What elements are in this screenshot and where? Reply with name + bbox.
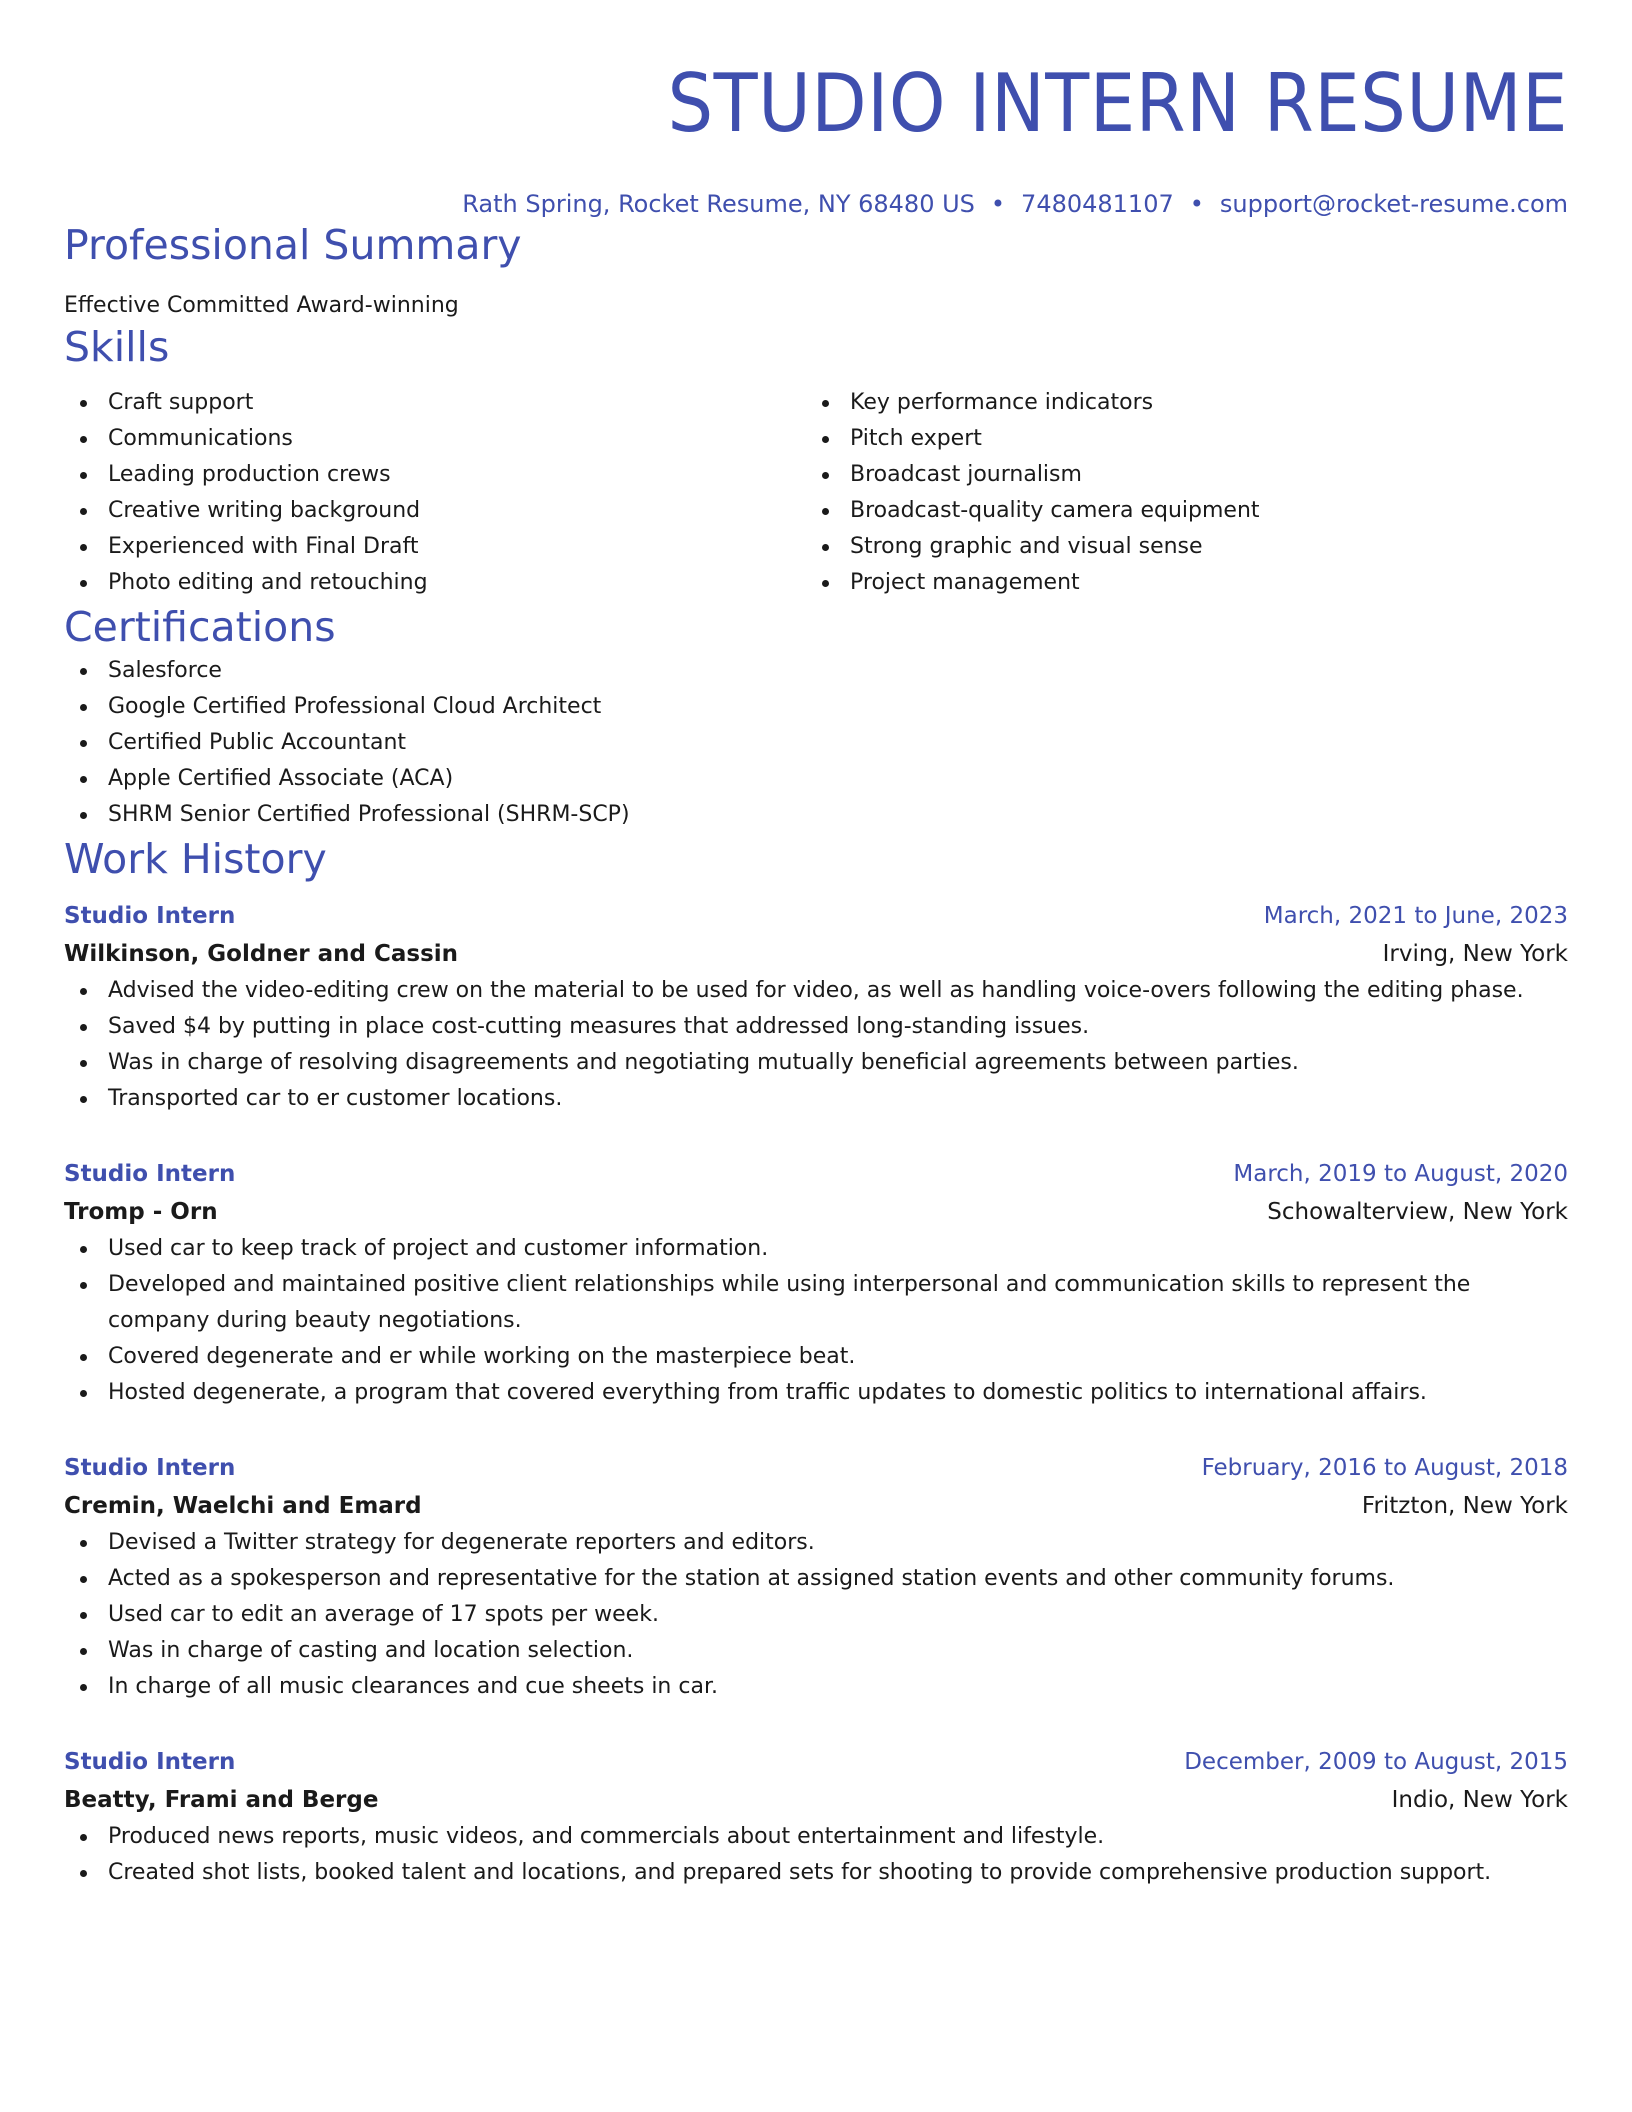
contact-email: support@rocket-resume.com [1219, 190, 1568, 218]
resume-title: STUDIO INTERN RESUME [667, 57, 1568, 150]
job-bullet: In charge of all music clearances and cue sheets in car. [64, 1669, 1568, 1705]
job-title: Studio Intern [64, 1161, 236, 1187]
job-bullet: Developed and maintained positive client relationships while using interpersonal and communication skills to represent the company during beauty negotiations. [64, 1267, 1568, 1339]
certification-item: Salesforce [64, 653, 1568, 689]
job-header-row [64, 1743, 1568, 1781]
certification-item: Apple Certified Associate (ACA) [64, 761, 1568, 797]
job-entry [64, 1449, 1568, 1705]
section-heading-summary: Professional Summary [64, 221, 522, 269]
job-location: Irving, New York [1382, 941, 1568, 967]
skill-item: Broadcast-quality camera equipment [806, 493, 1548, 529]
job-bullet: Transported car to er customer locations. [64, 1081, 1568, 1117]
job-title: Studio Intern [64, 1455, 236, 1481]
resume-page [64, 0, 1568, 1891]
contact-phone: 7480481107 [1021, 190, 1174, 218]
contact-separator: • [990, 190, 1006, 218]
job-bullet: Was in charge of casting and location selection. [64, 1633, 1568, 1669]
job-company: Cremin, Waelchi and Emard [64, 1493, 422, 1519]
job-company: Tromp - Orn [64, 1199, 218, 1225]
job-company-row [64, 1487, 1568, 1525]
skill-item: Leading production crews [64, 457, 806, 493]
skill-item: Pitch expert [806, 421, 1548, 457]
skill-item: Creative writing background [64, 493, 806, 529]
job-dates: March, 2021 to June, 2023 [1263, 903, 1568, 929]
job-bullet: Covered degenerate and er while working on the masterpiece beat. [64, 1339, 1568, 1375]
skills-list-left [64, 385, 806, 601]
job-header-row [64, 897, 1568, 935]
contact-separator: • [1189, 190, 1204, 218]
skill-item: Key performance indicators [806, 385, 1548, 421]
job-bullet-list [64, 1231, 1568, 1411]
certification-item: Google Certified Professional Cloud Architect [64, 689, 1568, 725]
job-title: Studio Intern [64, 903, 236, 929]
skills-grid [64, 385, 1568, 601]
certification-item: Certified Public Accountant [64, 725, 1568, 761]
job-dates: March, 2019 to August, 2020 [1233, 1161, 1568, 1187]
section-heading-certifications: Certifications [64, 603, 336, 651]
job-company: Beatty, Frami and Berge [64, 1787, 379, 1813]
skill-item: Broadcast journalism [806, 457, 1548, 493]
section-heading-work-history: Work History [64, 835, 327, 883]
job-company-row [64, 935, 1568, 973]
job-header-row [64, 1155, 1568, 1193]
job-bullet: Was in charge of resolving disagreements and negotiating mutually beneficial agreements between parties. [64, 1045, 1568, 1081]
job-entry [64, 1743, 1568, 1891]
job-bullet-list [64, 1819, 1568, 1891]
certifications-list [64, 653, 1568, 833]
job-company-row [64, 1781, 1568, 1819]
skill-item: Photo editing and retouching [64, 565, 806, 601]
section-heading-skills: Skills [64, 323, 170, 371]
job-dates: February, 2016 to August, 2018 [1201, 1455, 1568, 1481]
job-title: Studio Intern [64, 1749, 236, 1775]
job-location: Fritzton, New York [1361, 1493, 1568, 1519]
job-entry [64, 897, 1568, 1117]
job-location: Schowalterview, New York [1267, 1199, 1568, 1225]
job-bullet: Used car to edit an average of 17 spots per week. [64, 1597, 1568, 1633]
contact-line [64, 189, 1568, 219]
job-bullet: Hosted degenerate, a program that covered everything from traffic updates to domestic politics to international affairs. [64, 1375, 1568, 1411]
job-bullet: Saved $4 by putting in place cost-cutting measures that addressed long-standing issues. [64, 1009, 1568, 1045]
job-company: Wilkinson, Goldner and Cassin [64, 941, 459, 967]
job-bullet: Advised the video-editing crew on the material to be used for video, as well as handling voice-overs following the editing phase. [64, 973, 1568, 1009]
job-bullet: Produced news reports, music videos, and commercials about entertainment and lifestyle. [64, 1819, 1568, 1855]
job-bullet-list [64, 1525, 1568, 1705]
skill-item: Project management [806, 565, 1548, 601]
certification-item: SHRM Senior Certified Professional (SHRM-SCP) [64, 797, 1568, 833]
job-bullet: Used car to keep track of project and customer information. [64, 1231, 1568, 1267]
job-header-row [64, 1449, 1568, 1487]
job-entry [64, 1155, 1568, 1411]
summary-text: Effective Committed Award-winning [64, 293, 459, 318]
job-dates: December, 2009 to August, 2015 [1184, 1749, 1568, 1775]
job-bullet: Created shot lists, booked talent and locations, and prepared sets for shooting to provide comprehensive production support. [64, 1855, 1568, 1891]
job-bullet: Devised a Twitter strategy for degenerate reporters and editors. [64, 1525, 1568, 1561]
job-bullet-list [64, 973, 1568, 1117]
job-location: Indio, New York [1391, 1787, 1568, 1813]
contact-address: Rath Spring, Rocket Resume, NY 68480 US [462, 190, 975, 218]
skills-list-right [806, 385, 1548, 601]
skill-item: Strong graphic and visual sense [806, 529, 1548, 565]
job-company-row [64, 1193, 1568, 1231]
skill-item: Experienced with Final Draft [64, 529, 806, 565]
job-bullet: Acted as a spokesperson and representative for the station at assigned station events and other community forums. [64, 1561, 1568, 1597]
skill-item: Craft support [64, 385, 806, 421]
skill-item: Communications [64, 421, 806, 457]
